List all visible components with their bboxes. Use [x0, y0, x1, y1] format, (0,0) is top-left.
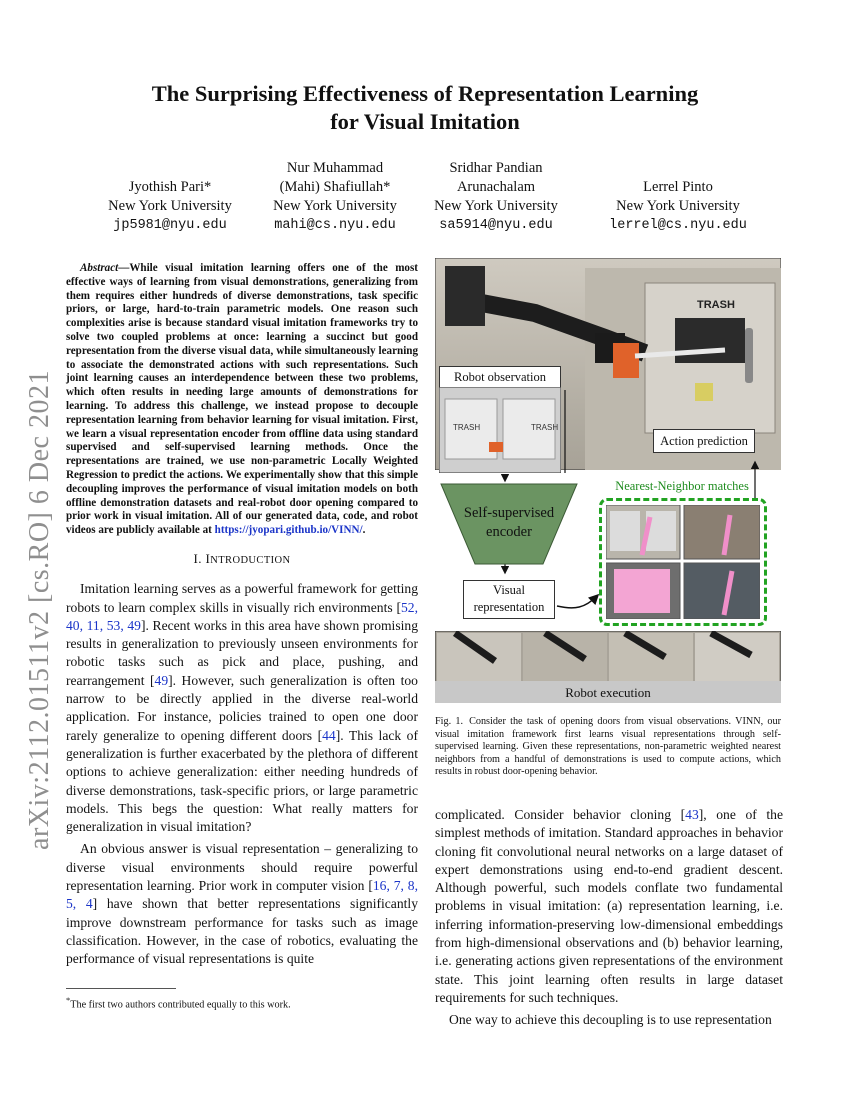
trash-label: TRASH [531, 423, 559, 432]
arxiv-stamp [14, 360, 66, 860]
robot-execution-label: Robot execution [565, 685, 651, 700]
section-first-letter: I [205, 550, 211, 566]
author-institution: New York University [273, 198, 397, 214]
citation-link[interactable]: 16, 7, 8, 5, 4 [66, 877, 418, 912]
author-email[interactable]: mahi@cs.nyu.edu [274, 218, 396, 233]
visual-label-2: representation [473, 600, 545, 614]
project-link[interactable]: https://jyopari.github.io/VINN/ [214, 524, 363, 537]
intro-paragraph-1 [66, 580, 418, 836]
footnote-rule [66, 988, 176, 989]
abstract [66, 262, 418, 538]
paper-title [100, 80, 750, 136]
text: ]. However, such generalization is often too narrow to be directly applied in the diverse real-world application. For instance, policies trained to open one door rarely generalize to opening different doors [ [66, 672, 418, 743]
text: ]. This lack of generalization is further exacerbated by the plethora of different options to achieve generalization: either needing hundreds of diverse demonstrations, task-specific priors, or large parametric models. This begs the question: What really matters for generalization in visual imitation? [66, 727, 418, 835]
action-prediction-label: Action prediction [653, 429, 755, 453]
text: ], one of the simplest methods of imitation. Standard approaches in behavior cloning fit convolutional neural networks on a large dataset of expert demonstrations using end-to-end gradient descent. Although powerful, such models conflate two fundamental problems in visual imitation: (a) representation learning, i.e. inferring information-preserving low-dimensional embeddings from high-dimensional observations and (b) behavior learning, i.e. generating actions given representations of the environment state. This joint learning often results in large dataset requirements for such techniques. [435, 807, 783, 1005]
author-email[interactable]: jp5981@nyu.edu [113, 218, 227, 233]
footnote-text: The first two authors contributed equally to this work. [70, 999, 291, 1011]
nn-match-grid [606, 505, 760, 619]
left-column [66, 262, 418, 972]
section-rest: NTRODUCTION [210, 554, 291, 566]
right-paragraph-2: One way to achieve this decoupling is to use representation [449, 1012, 772, 1028]
intro-paragraph-2 [66, 840, 418, 968]
author-3 [406, 159, 586, 235]
author-institution: New York University [616, 198, 740, 214]
abstract-label: Abstract [80, 262, 119, 274]
text: ] have shown that better representations significantly improve downstream performance for tasks such as image classification. However, in the case of robotics, evaluating the performance of visual representations is quite [66, 896, 418, 967]
author-name: Sridhar Pandian [449, 160, 543, 176]
trash-label: TRASH [697, 299, 735, 311]
citation-link[interactable]: 52, 40, 11, 53, 49 [66, 599, 418, 633]
trash-label: TRASH [453, 423, 481, 432]
text: Imitation learning serves as a powerful framework for getting robots to learn complex skills in visually rich environments [ [66, 581, 418, 615]
author-name: Lerrel Pinto [643, 179, 713, 195]
visual-label-1: Visual [493, 583, 525, 597]
encoder-label-1: Self-supervised [463, 505, 555, 521]
caption-label: Fig. 1. [435, 716, 464, 727]
author-institution: New York University [434, 198, 558, 214]
nn-matches-box [599, 498, 767, 626]
figure-caption [435, 716, 781, 779]
abstract-text: —While visual imitation learning offers one of the most effective ways of learning from visual demonstrations, generalizing from them requires either hundreds of diverse demonstrations, task specific priors, or large, hard-to-train parametric models. One reason such complexities arise is because standard visual imitation frameworks try to solve two coupled problems at once: learning a succinct but good representation from the diverse visual data, while simultaneously learning to associate the demonstrated actions with such representations. Such joint learning causes an interdependence between these two problems, which often results in needing large amounts of demonstrations for learning. To address this challenge, we instead propose to decouple representation learning from behavior learning for visual imitation. First, we learn a visual representation encoder from offline data using standard supervised and self-supervised learning methods. Once the representations are trained, we use non-parametric Locally Weighted Regression to predict the actions. We experimentally show that this simple decoupling improves the performance of visual imitation models on both offline demonstration datasets and real-robot door opening compared to prior work in visual imitation. All of our generated data, code, and robot videos are publicly available at [66, 262, 418, 537]
section-heading-introduction [66, 550, 418, 570]
author-email[interactable]: lerrel@cs.nyu.edu [609, 218, 747, 233]
encoder-label-2: encoder [486, 524, 532, 540]
arxiv-id: arXiv:2112.01511v2 [cs.RO] 6 Dec 2021 [24, 370, 55, 850]
section-numeral: I. [193, 550, 202, 566]
nn-matches-label: Nearest-Neighbor matches [615, 479, 749, 493]
visual-representation-box [463, 580, 555, 619]
footnote: *The first two authors contributed equally to this work. [66, 995, 291, 1011]
nn-match-image [684, 563, 760, 619]
citation-link[interactable]: 43 [685, 807, 699, 822]
author-email[interactable]: sa5914@nyu.edu [439, 218, 553, 233]
text: ]. Recent works in this area have shown promising results in generalization to previously unseen environments for robotic tasks such as pick and place, pushing, and rearrangement [ [66, 617, 418, 688]
citation-link[interactable]: 44 [322, 727, 336, 743]
author-institution: New York University [108, 198, 232, 214]
author-1 [80, 178, 260, 235]
author-name: Nur Muhammad [286, 160, 384, 176]
abstract-end: . [362, 524, 366, 537]
author-4 [588, 178, 768, 235]
figure-1 [435, 258, 781, 704]
nn-match-image [684, 505, 760, 559]
author-name: Jyothish Pari* [128, 179, 212, 195]
right-paragraph-1 [435, 806, 783, 1007]
title-line-2: for Visual Imitation [330, 109, 520, 134]
author-name: (Mahi) Shafiullah* [279, 179, 391, 195]
robot-observation-label: Robot observation [439, 366, 561, 388]
title-line-1: The Surprising Effectiveness of Representation Learning [151, 81, 699, 106]
text: An obvious answer is visual representation – generalizing to diverse visual environments should require powerful representation learning. Prior work in computer vision [ [66, 841, 418, 893]
caption-text: Consider the task of opening doors from visual observations. VINN, our visual imitation framework first learns visual representations through self-supervised learning. Given these representations, non-parametric weighted nearest neighbors from a handful of demonstrations is used to compute actions, which results in robust door-opening behavior. [435, 716, 781, 778]
author-name: Arunachalam [456, 179, 536, 195]
text: complicated. Consider behavior cloning [ [435, 807, 686, 822]
encoder-shape [439, 483, 579, 565]
citation-link[interactable]: 49 [154, 672, 169, 688]
robot-execution-strip [435, 631, 781, 703]
right-column [435, 806, 783, 1034]
author-2 [245, 159, 425, 235]
